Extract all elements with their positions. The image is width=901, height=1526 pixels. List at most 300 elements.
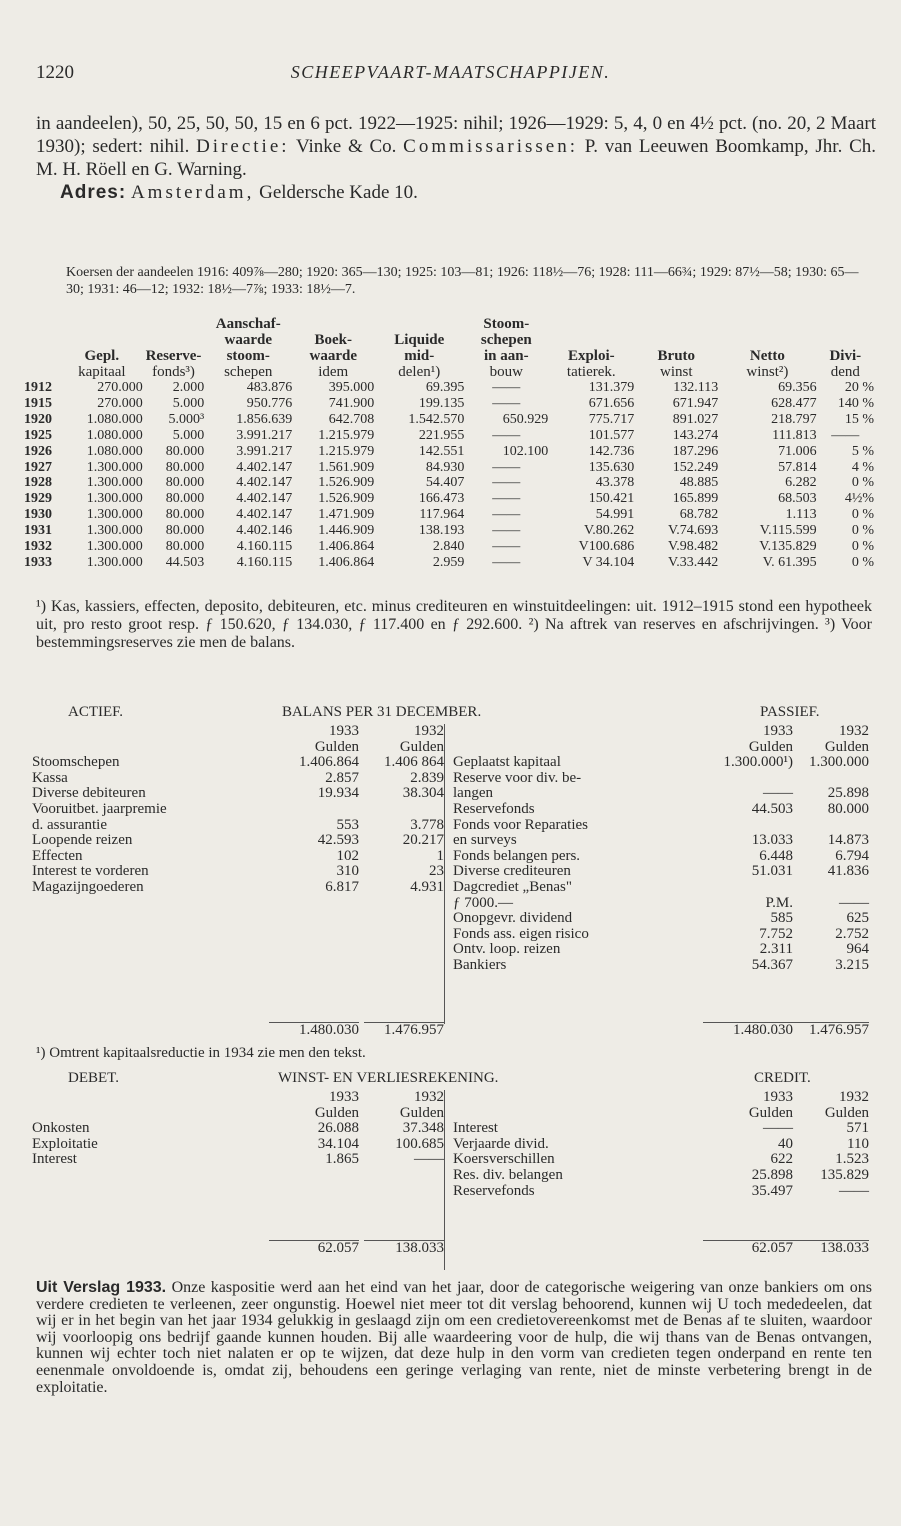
table-cell: 57.814: [778, 459, 817, 475]
column-subheader: dend: [830, 364, 860, 380]
value-1933: 1.865: [325, 1151, 359, 1168]
item-label: Loopende reizen: [32, 832, 133, 849]
table-cell: 1.526.909: [318, 491, 375, 507]
credit-label: CREDIT.: [754, 1070, 811, 1086]
column-subheader: winst: [660, 364, 693, 380]
table-cell: 891.027: [672, 411, 719, 427]
year-cell: 1929: [24, 491, 52, 507]
table-cell: 270.000: [97, 395, 143, 411]
item-label: Kassa: [32, 769, 68, 786]
item-label: Diverse crediteuren: [453, 863, 571, 880]
table-row: [24, 507, 874, 523]
value-1932: 80.000: [827, 800, 869, 817]
item-label: Koersverschillen: [453, 1151, 555, 1168]
balance-title: BALANS PER 31 DECEMBER.: [282, 704, 482, 720]
table-cell: 140 %: [837, 395, 874, 411]
koersen-paragraph: Koersen der aandeelen 1916: 409⅞—280; 1920: 365—130; 1925: 103—81; 1926: 118½—76; 1928: 111—66¾; 1929: 87½—58; 1930: 65—30; 1931: 46—12; 1932: 18½—7⅞; 1933: 18½—7.: [66, 265, 859, 297]
value-1932: 20.217: [402, 832, 444, 849]
column-subheader: fonds³): [152, 364, 195, 380]
year-header-row: [445, 1090, 873, 1106]
table-cell: 80.000: [165, 507, 205, 523]
value-1933: 25.898: [751, 1166, 793, 1183]
value-1933: 13.033: [751, 832, 793, 849]
table-cell: V 34.104: [582, 554, 635, 570]
value-1933: 51.031: [751, 863, 793, 880]
table-cell: 143.274: [672, 427, 719, 443]
table-cell: 69.395: [425, 380, 465, 395]
table-row: [24, 380, 874, 396]
item-label: Bankiers: [453, 956, 507, 973]
actief-label: ACTIEF.: [68, 704, 124, 720]
debet-label: DEBET.: [68, 1070, 119, 1086]
table-row: [24, 428, 874, 444]
value-1933: 553: [336, 816, 359, 833]
table-cell: 950.776: [246, 395, 293, 411]
list-item: [445, 833, 873, 849]
unit-header-row: [445, 740, 873, 756]
table-cell: 0 %: [851, 523, 874, 539]
year-header-row: [445, 724, 873, 740]
item-label: Interest: [453, 1120, 498, 1137]
table-cell: 5 %: [851, 443, 874, 459]
year-header-row: [32, 724, 444, 740]
total-1933: 1.480.030: [703, 1022, 793, 1039]
table-cell: 4.402.147: [236, 491, 293, 507]
value-1932: 571: [846, 1120, 869, 1137]
table-cell: 138.193: [418, 523, 465, 539]
table-cell: V.115.599: [759, 523, 817, 539]
table-cell: 80.000: [165, 475, 205, 491]
table-cell: 165.899: [672, 491, 719, 507]
table-cell: 1.300.000: [86, 539, 143, 555]
value-1933: 7.752: [759, 925, 793, 942]
list-item: [32, 1152, 444, 1168]
table-row: [24, 539, 874, 555]
list-item: [445, 771, 873, 787]
list-item: [32, 864, 444, 880]
item-label: Interest: [32, 1151, 77, 1168]
list-item: [445, 802, 873, 818]
table-cell: 1.300.000: [86, 491, 143, 507]
table-cell: 642.708: [328, 411, 375, 427]
balance-note: ¹) Omtrent kapitaalsreductie in 1934 zie men den tekst.: [36, 1045, 366, 1061]
table-row: [24, 396, 874, 412]
table-cell: 54.991: [595, 507, 635, 523]
value-1933: 1.300.000¹): [723, 754, 793, 771]
profit-loss-heading: [32, 1070, 872, 1090]
item-label: Stoomschepen: [32, 754, 120, 771]
total-1933: 62.057: [703, 1240, 793, 1257]
table-cell: 142.736: [588, 443, 635, 459]
table-row: [24, 475, 874, 491]
value-1932: 3.215: [835, 956, 869, 973]
value-1933: 40: [778, 1135, 793, 1152]
table-cell: 221.955: [418, 427, 465, 443]
item-label: Verjaarde divid.: [453, 1135, 549, 1152]
unit-gulden: Gulden: [399, 738, 444, 755]
table-cell: 1.446.909: [318, 523, 375, 539]
table-cell: 671.947: [672, 395, 719, 411]
list-item: [445, 896, 873, 912]
table-cell: 2.000: [172, 380, 205, 395]
value-1932: ——: [414, 1151, 444, 1168]
value-1933: 310: [336, 863, 359, 880]
year-1932: 1932: [414, 1089, 444, 1105]
value-1933: 585: [770, 910, 793, 927]
year-cell: 1928: [24, 475, 52, 491]
list-item: [32, 833, 444, 849]
table-row: [24, 523, 874, 539]
table-cell: 131.379: [588, 380, 635, 395]
table-cell: 135.630: [588, 459, 635, 475]
item-label: Diverse debiteuren: [32, 785, 146, 802]
table-cell: 0 %: [851, 539, 874, 555]
table-cell: 0 %: [851, 475, 874, 491]
directie-label: Directie:: [196, 136, 290, 157]
table-cell: ——: [492, 539, 521, 555]
list-item: [445, 1184, 873, 1200]
item-label: Reservefonds: [453, 1182, 535, 1199]
table-cell: 1.471.909: [318, 507, 375, 523]
balance-left: [32, 723, 444, 1038]
table-cell: 1.215.979: [318, 443, 375, 459]
table-cell: V100.686: [578, 539, 635, 555]
value-1932: 2.839: [410, 769, 444, 786]
table-cell: 20 %: [844, 380, 874, 395]
intro-paragraph: [36, 112, 876, 204]
value-1932: 1: [436, 847, 444, 864]
verslag-text: Onze kaspositie werd aan het eind van het jaar, door de categorische weigering van onze bankiers om ons verdere credieten te verleenen, zeer ongunstig. Hoewel niet meer tot dit verslag behoorend, kunnen wij U toch mededeelen, dat wij er in het begin van het jaar 1934 gelukkig in geslaagd zijn om een credietovereenkomst met de Benas af te sluiten, waardoor wij voorloopig ons bedrijf gaande kunnen houden. Bij alle waardeering voor de hulp, die wij thans van de Benas ontvangen, kunnen wij echter toch niet nalaten er op te wijzen, dat deze hulp in den vorm van credieten tegen onderpand en rente ten eenenmale onvoldoende is, omdat zij, behoudens een geringe verlaging van rente, niet de minste verbetering brengt in de exploitatie.: [36, 1279, 873, 1396]
table-cell: 671.656: [588, 395, 635, 411]
year-cell: 1926: [24, 443, 52, 459]
total-1932: 1.476.957: [793, 1022, 869, 1039]
page-header: [36, 62, 865, 88]
list-item: [445, 1121, 873, 1137]
table-cell: ——: [492, 475, 521, 491]
value-1933: 54.367: [751, 956, 793, 973]
list-item: [445, 1168, 873, 1184]
table-cell: 54.407: [425, 475, 465, 491]
table-cell: 142.551: [418, 443, 465, 459]
value-1932: 41.836: [827, 863, 869, 880]
year-cell: 1927: [24, 459, 52, 475]
year-1933: 1933: [763, 1089, 793, 1105]
table-cell: ——: [492, 427, 521, 443]
year-cell: 1933: [24, 554, 52, 570]
year-1932: 1932: [414, 723, 444, 739]
table-cell: 218.797: [771, 411, 817, 427]
unit-gulden: Gulden: [314, 1104, 359, 1121]
total-1933: 62.057: [269, 1240, 359, 1257]
value-1932: 625: [846, 910, 869, 927]
table-cell: 102.100: [502, 443, 549, 459]
table-cell: 4.160.115: [236, 554, 293, 570]
table-cell: 132.113: [673, 380, 719, 395]
value-1933: 42.593: [317, 832, 359, 849]
table-cell: 628.477: [771, 395, 817, 411]
value-1933: 6.448: [759, 847, 793, 864]
table-cell: 80.000: [165, 459, 205, 475]
table-cell: 1.300.000: [86, 523, 143, 539]
value-1933: ——: [763, 785, 793, 802]
item-label: langen: [453, 785, 493, 802]
table-cell: ——: [492, 491, 521, 507]
year-cell: 1920: [24, 411, 52, 427]
table-cell: 187.296: [672, 443, 719, 459]
table-cell: V.135.829: [759, 539, 817, 555]
value-1933: 35.497: [751, 1182, 793, 1199]
item-label: Vooruitbet. jaarpremie: [32, 800, 167, 817]
table-cell: 68.503: [778, 491, 817, 507]
intro-text-3: P. van Leeuwen Boomkamp, Jhr. Ch. M. H. Röell en G. Warning.: [36, 136, 877, 180]
unit-gulden: Gulden: [399, 1104, 444, 1121]
unit-header-row: [32, 1106, 444, 1122]
value-1933: 2.857: [325, 769, 359, 786]
column-subheader: delen¹): [398, 364, 441, 380]
column-header: Exploi- tatierek.: [548, 316, 634, 380]
table-cell: 4 %: [851, 459, 874, 475]
unit-gulden: Gulden: [314, 738, 359, 755]
table-cell: V.33.442: [667, 554, 719, 570]
column-header: Stoom- schepen in aan- bouw: [464, 316, 548, 380]
table-row: [24, 460, 874, 476]
list-item: [445, 786, 873, 802]
table-cell: 80.000: [165, 443, 205, 459]
column-subheader: tatierek.: [566, 364, 616, 380]
table-cell: 4.402.146: [236, 523, 293, 539]
table-cell: 117.964: [419, 507, 465, 523]
table-cell: 4.402.147: [236, 507, 293, 523]
list-item: [445, 818, 873, 834]
table-cell: 150.421: [588, 491, 635, 507]
table-cell: 2.959: [432, 554, 465, 570]
item-label: Geplaatst kapitaal: [453, 754, 561, 771]
table-cell: 48.885: [679, 475, 719, 491]
table-cell: 270.000: [97, 380, 143, 395]
item-label: Dagcrediet „Benas": [453, 878, 572, 895]
table-cell: 775.717: [588, 411, 635, 427]
value-1933: 44.503: [751, 800, 793, 817]
unit-header-row: [32, 740, 444, 756]
table-cell: 68.782: [679, 507, 719, 523]
item-label: Interest te vorderen: [32, 863, 149, 880]
total-1933: 1.480.030: [269, 1022, 359, 1039]
table-cell: 43.378: [595, 475, 635, 491]
table-cell: 44.503: [165, 554, 205, 570]
table-cell: 71.006: [778, 443, 817, 459]
table-cell: 1.113: [785, 507, 817, 523]
table-cell: 1.300.000: [86, 459, 143, 475]
total-row: [32, 1022, 444, 1038]
profit-loss-right: [444, 1090, 873, 1270]
unit-gulden: Gulden: [824, 738, 869, 755]
table-cell: ——: [492, 554, 521, 570]
year-cell: 1915: [24, 395, 52, 411]
value-1932: 1.406 864: [384, 754, 444, 771]
list-item: [445, 755, 873, 771]
commissarissen-label: Commissarissen:: [403, 136, 579, 157]
item-label: Magazijngoederen: [32, 878, 144, 895]
value-1932: 100.685: [395, 1135, 444, 1152]
table-cell: V.80.262: [583, 523, 635, 539]
column-header: Bruto winst: [634, 316, 718, 380]
column-subheader: idem: [318, 364, 349, 380]
table-cell: 80.000: [165, 539, 205, 555]
list-item: [445, 942, 873, 958]
intro-text-1: in aandeelen), 50, 25, 50, 50, 15 en 6 pct. 1922—1925: nihil; 1926—1929: 5, 4, 0 en 4½ pct. (no. 20, 2 Maart 1930); sedert: nihil.: [36, 113, 876, 157]
total-1932: 138.033: [364, 1240, 444, 1257]
column-header: Aanschaf- waarde stoom- schepen: [204, 316, 292, 380]
item-label: ƒ 7000.—: [453, 894, 513, 911]
total-1932: 1.476.957: [364, 1022, 444, 1039]
table-cell: 3.991.217: [236, 427, 293, 443]
value-1932: 14.873: [827, 832, 869, 849]
table-cell: ——: [492, 523, 521, 539]
column-subheader: bouw: [489, 364, 523, 380]
list-item: [32, 1121, 444, 1137]
year-1932: 1932: [839, 1089, 869, 1105]
table-cell: ——: [831, 427, 860, 443]
table-cell: 1.300.000: [86, 475, 143, 491]
adres-city: Amsterdam,: [130, 182, 255, 203]
table-cell: 166.473: [418, 491, 465, 507]
item-label: Onkosten: [32, 1120, 90, 1137]
table-cell: 650.929: [502, 411, 549, 427]
table-cell: 4.402.147: [236, 475, 293, 491]
table-cell: 15 %: [844, 411, 874, 427]
value-1933: ——: [763, 1120, 793, 1137]
value-1932: 1.523: [835, 1151, 869, 1168]
table-row: [24, 555, 874, 571]
year-cell: 1925: [24, 427, 52, 443]
list-item: [445, 880, 873, 896]
table-cell: 80.000: [165, 491, 205, 507]
table-cell: 1.856.639: [236, 411, 293, 427]
year-1932: 1932: [839, 723, 869, 739]
table-cell: 0 %: [851, 507, 874, 523]
table-cell: ——: [492, 395, 521, 411]
column-header: Reserve- fonds³): [143, 316, 204, 380]
table-cell: ——: [492, 507, 521, 523]
value-1933: 26.088: [317, 1120, 359, 1137]
table-cell: 3.991.217: [236, 443, 293, 459]
table-cell: 1.300.000: [86, 507, 143, 523]
passief-label: PASSIEF.: [760, 704, 820, 720]
list-item: [32, 849, 444, 865]
table-cell: 101.577: [588, 427, 635, 443]
intro-text-2: Vinke & Co.: [289, 136, 404, 157]
table-cell: 741.900: [328, 395, 375, 411]
total-row: [445, 1022, 873, 1038]
table-row: [24, 412, 874, 428]
value-1933: 6.817: [325, 878, 359, 895]
total-row: [445, 1240, 873, 1256]
year-cell: 1930: [24, 507, 52, 523]
value-1933: 34.104: [317, 1135, 359, 1152]
value-1932: 25.898: [827, 785, 869, 802]
balance-right: [444, 723, 873, 1038]
column-header: [24, 316, 61, 380]
value-1933: 102: [336, 847, 359, 864]
table-cell: 69.356: [778, 380, 817, 395]
unit-gulden: Gulden: [748, 1104, 793, 1121]
table-cell: 0 %: [851, 554, 874, 570]
value-1932: 3.778: [410, 816, 444, 833]
value-1932: 135.829: [820, 1166, 869, 1183]
table-footnote: ¹) Kas, kassiers, effecten, deposito, debiteuren, etc. minus crediteuren en winstuitdeelingen: uit. 1912–1915 stond een hypotheek uit, pro resto groot resp. ƒ 150.620, ƒ 134.030, ƒ 117.400 en ƒ 292.600. ²) Na aftrek van reserves en afschrijvingen. ³) Voor bestemmingsreserves zie men de balans.: [36, 598, 872, 651]
value-1933: 622: [770, 1151, 793, 1168]
table-cell: 80.000: [165, 523, 205, 539]
year-cell: 1932: [24, 539, 52, 555]
value-1932: 4.931: [410, 878, 444, 895]
table-cell: 152.249: [672, 459, 719, 475]
list-item: [32, 802, 444, 818]
table-cell: 199.135: [418, 395, 465, 411]
table-cell: 4½%: [844, 491, 874, 507]
table-cell: 5.000: [172, 427, 205, 443]
table-cell: 4.402.147: [236, 459, 293, 475]
item-label: Fonds voor Reparaties: [453, 816, 588, 833]
column-header: Boek- waarde idem: [292, 316, 374, 380]
value-1932: 37.348: [402, 1120, 444, 1137]
unit-header-row: [445, 1106, 873, 1122]
table-cell: 395.000: [328, 380, 375, 395]
statistics-table: [24, 316, 874, 571]
table-cell: V.98.482: [667, 539, 719, 555]
value-1933: 1.406.864: [299, 754, 359, 771]
table-cell: 84.930: [425, 459, 465, 475]
table-cell: 111.813: [772, 427, 817, 443]
year-header-row: [32, 1090, 444, 1106]
value-1932: 23: [429, 863, 444, 880]
value-1933: 19.934: [317, 785, 359, 802]
year-cell: 1912: [24, 380, 52, 395]
list-item: [445, 958, 873, 974]
table-cell: 2.840: [432, 539, 465, 555]
list-item: [445, 1152, 873, 1168]
table-cell: 1.526.909: [318, 475, 375, 491]
list-item: [445, 1137, 873, 1153]
total-1932: 138.033: [793, 1240, 869, 1257]
year-1933: 1933: [329, 723, 359, 739]
value-1932: 38.304: [402, 785, 444, 802]
table-cell: 1.080.000: [86, 411, 143, 427]
item-label: Fonds ass. eigen risico: [453, 925, 589, 942]
table-cell: 1.406.864: [318, 539, 375, 555]
table-cell: 1.542.570: [408, 411, 465, 427]
column-header: Gepl. kapitaal: [61, 316, 143, 380]
value-1932: 110: [847, 1135, 869, 1152]
item-label: Ontv. loop. reizen: [453, 941, 561, 958]
item-label: d. assurantie: [32, 816, 107, 833]
adres-street: Geldersche Kade 10.: [254, 182, 418, 203]
adres-label: Adres:: [60, 182, 127, 203]
list-item: [32, 1137, 444, 1153]
table-cell: 1.300.000: [86, 554, 143, 570]
column-subheader: winst²): [746, 364, 789, 380]
table-cell: 483.876: [246, 380, 293, 395]
value-1932: 6.794: [835, 847, 869, 864]
annual-report-excerpt: [36, 1280, 872, 1396]
item-label: Exploitatie: [32, 1135, 98, 1152]
list-item: [32, 755, 444, 771]
column-subheader: kapitaal: [78, 364, 126, 380]
balance-heading: [32, 704, 872, 724]
item-label: Reserve voor div. be-: [453, 769, 582, 786]
year-1933: 1933: [763, 723, 793, 739]
item-label: Res. div. belangen: [453, 1166, 563, 1183]
item-label: Reservefonds: [453, 800, 535, 817]
